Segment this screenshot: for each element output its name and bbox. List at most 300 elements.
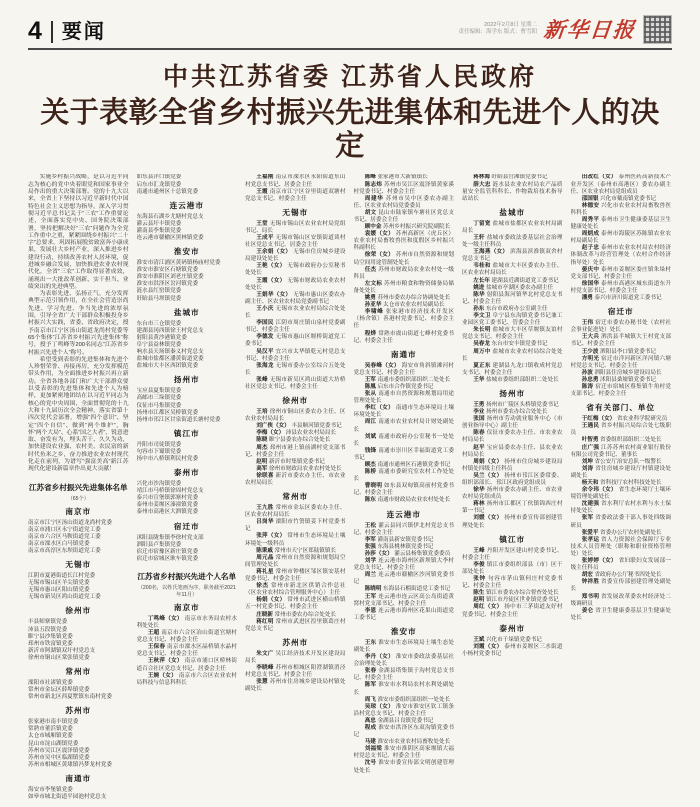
person-entry: 于红梅（女） 省农业科学院研究员 [581,416,668,423]
person-entry: 刘广侠（女） 丰县顺河镇党委书记 [256,423,342,430]
person-name: 周杰 [256,444,268,451]
person-entry: 李恩 连云港市海州区花果山街道党工委书记 [353,607,454,621]
section-block [28,19,106,44]
person-entry: 吴兰（女） 扬州市邗江区委常委、组织部部长、邗江区政府党组成员 [462,472,563,486]
person-entry: 陈生 镇江市委农办综合督查处处长 [473,590,559,597]
person-entry: 吴春峰（女） 海安市角斜镇滩河村党总支书记、村委会主任 [353,362,454,376]
person-name: 余令玮（女） [581,487,617,494]
city-heading: 连云港市 [169,200,204,210]
person-entry: 周江 南通市农业农村局计财处副处长 [353,419,454,433]
person-entry: 刘斌 南通市政府办公室秘书一处处长 [353,433,454,447]
person-name: 王海燕（女） [473,249,509,256]
person-entry: 胡宏 省政府办公厅秘书四处处长 [581,572,662,579]
city-heading: 无锡市 [65,560,92,570]
person-name: 周兰 [364,572,377,579]
person-entry: 陈桥 南通市委研究室农村工作处处长 [353,469,454,483]
person-name: 刘霞（女） [473,643,503,650]
city-heading: 苏州市 [282,637,309,647]
person-name: 沈建强 [581,501,600,508]
person-name: 徐荣（女） [364,252,394,259]
person-name: 袁媛（女） [364,231,394,238]
person-entry: 周万中 盐城市农业农村局综合处处长 [462,348,563,362]
person-entry: 王少波 泗阳县李口镇党委书记 [581,348,656,355]
person-name: 郑书明 [581,593,600,600]
person-entry: 邵国银 兴化市戴南镇党委书记 [581,195,656,202]
person-entry: 朱文广 吴江经济技术开发区建设局局长 [245,650,346,664]
list-item: 东台市三仓镇党委 [136,320,182,327]
person-entry: 李军 灌南县新安镇党委书记 [364,536,434,543]
person-entry: 朱长明 盐城市大丰区草堰镇友谊村党总支书记、村委会主任 [462,327,563,341]
person-entry: 陈凰 启东市合作镇党委书记 [364,383,434,390]
person-entry: 周兰 连云港市赣榆区沙河镇党委书记 [353,572,454,586]
person-entry: 沈建强 省水利厅农村水利与水土保持处处长 [570,501,671,515]
list-item: 高邮市三垛镇党委 [136,395,182,402]
list-item: 无锡市新吴区鸿山街道党工委 [28,594,101,601]
person-name: 赵明 [473,597,485,604]
person-entry: 赵平 宝应县委农办主任、县农业农村局局长 [462,444,563,458]
list-item: 张家港市南丰镇党委 [28,719,79,726]
person-entry: 程成 淮安市洪泽区东双沟镇党委书记 [353,725,454,739]
list-item: 苏州市吴江区震泽镇党委 [28,747,90,754]
person-name: 刘媛（女） [473,515,503,522]
person-entry: 周娟（女） 扬州市住房城乡建设局村镇处四级主任科员 [462,458,563,472]
person-name: 林德安 [581,202,600,209]
person-name: 姚进 [473,284,485,291]
person-name: 张爱平 [581,529,599,536]
person-name: 蒋礼星 [256,568,274,575]
city-heading: 淮安市 [390,626,417,636]
person-name: 王娟华（女） [256,291,292,298]
person-name: 刘涛 [581,465,594,472]
list-item: 南京市六合区马鞍街道党工委 [28,533,101,540]
person-entry: 徐杰 常州市新北区供销合作总社（区农业农村综合管理服务中心）主任 [245,583,346,597]
list-item: 睢宁县沙集镇党委 [28,633,73,640]
person-name: 陈桥 [364,469,377,476]
person-entry: 王军 南通市委组织部组织二处处长 [364,376,451,383]
list-item: 阜宁县益林镇党委 [136,341,182,348]
person-name: 张萍（女） [256,533,286,540]
person-entry: 刘涛 省住房城乡建设厅村镇建设处副处长 [570,465,671,479]
person-name: 孙忠勇 [581,376,599,383]
list-item: 泰州市高港区大泗镇党委 [136,509,199,516]
person-entry: 庄广强 江苏苏州农村商业银行股份有限公司党委书记、董事长 [570,444,671,458]
list-item: 新沂市阿湖镇双圩村党总支 [28,647,96,654]
city-heading: 南通市 [390,349,417,359]
list-item: 如皋市城北街道平园池村党总支 [28,794,107,801]
list-item: 扬中市八桥镇利民村党委 [136,455,199,462]
list-item: 射阳县黄沙港镇党委 [136,334,187,341]
person-entry: 马建 淮安市农业农村局畜牧处处长 [364,739,451,746]
city-heading: 泰州市 [173,468,200,478]
list-item: 靖江市马桥镇徐周村党总支 [136,488,204,495]
person-entry: 李丹（女） 淮安市委政法委基层社会治理处处长 [353,654,454,668]
person-name: 于红梅（女） [581,416,616,423]
person-name: 吴春龙 [473,341,490,348]
person-entry: 晏庆中 泰州市姜堰区娄庄镇朱垛村党支部书记、村委会主任 [570,266,671,280]
list-item: 泗阳县卢集镇党委 [136,541,182,548]
city-heading: 无锡市 [282,207,309,217]
person-entry: 钱锋 南通市崇川区幸福街道党工委书记 [353,447,454,461]
city-heading: 南通市 [65,773,92,783]
person-name: 吕岗华 [256,519,274,526]
person-name: 刘坤 [581,458,593,465]
person-name: 王霞 [256,188,268,195]
header-divider [51,21,53,43]
person-name: 胡宏 [581,572,593,579]
list-item: 丹阳市司徒镇党委 [136,441,182,448]
person-entry: 徐国华 泰州市高港区城东街道东升村党支部书记、村委会主任 [570,280,671,294]
headline-line1: 中共江苏省委 江苏省人民政府 [163,63,537,91]
person-name: 张钟 [473,576,486,583]
person-name: 潘勇 [581,295,593,302]
person-name: 陈志炜 [364,181,383,188]
list-item: 南通市通州区十总镇党委 [136,188,199,195]
person-entry: 程烨 常熟市虞山街道七峰村党委书记、村委会主任 [353,330,454,344]
text-column [245,174,346,807]
person-name: 蒋林海 [473,174,490,181]
person-entry: 刘媛（女） 扬州市委宣传部创建管理处处长 [462,515,563,529]
person-name: 王伟 [581,320,594,327]
person-entry: 余令玮（女） 省生态环境厅土壤环境管理处副处长 [570,487,671,501]
person-entry: 王勇 扬州市广陵区头桥镇党委书记 [473,401,559,408]
person-name: 王东 [364,639,377,646]
person-name: 徐华 [473,487,485,494]
person-entry: 田改红（女） 泰州医药高新技术产业开发区（泰州市高港区）委农办副主任、区农业农村局党组成员 [570,174,671,195]
person-name: 王松 [364,522,377,529]
person-name: 李啸峰 [364,309,384,316]
person-entry: 王霞（女） 无锡市财政局农业农村处处长 [245,277,346,291]
person-entry: 孙亚华 太仓市农业农村局副局长 [364,302,445,309]
person-name: 杨娟（女） [256,597,286,604]
person-entry: 吴汉平 宜兴市太华镇乾元村党总支书记、村委会主任 [245,348,346,362]
person-entry: 袁媛（女） 苏州高新区（虎丘区）农业农村局畜牧兽医和度假区乡村振兴科副科长 [353,231,454,252]
person-name: 左文标 [364,280,383,287]
person-entry: 姜仑 省卫生健康委基层卫生健康处处长 [570,607,671,621]
person-name: 晏庆中 [581,266,600,273]
person-entry: 陈东 南通市财政局农业农村处处长 [364,497,451,504]
person-name: 陈晓 [256,437,268,444]
list-item: 宿迁市宿城区耿车镇党委 [136,555,199,562]
person-entry: 李红（女） 南通市生态环境局土壤环境处处长 [353,405,454,419]
list-item: 东海县石湖乡尤塘村党总支 [136,213,204,220]
person-entry: 王艳（女） 无锡市政府办公室秘书处处长 [245,263,346,277]
person-entry: 王余娟（女） 无锡市住房城乡建设局建设处处长 [245,249,346,263]
list-item: 无锡市惠山区阳山镇党委 [28,587,90,594]
person-entry: 李晓峰 苏州市相城区阳澄湖镇消泾村党总支书记、村委会主任 [245,664,346,679]
person-name: 顾中金 [364,224,382,231]
person-name: 李俊 [473,561,485,568]
person-name: 张慧 [256,679,268,686]
list-item: 常州市新北区西夏墅镇东南村党委 [28,694,112,701]
text-column [28,174,129,807]
person-entry: 姚进 盐城市亭湖区委农办副主任 [473,284,554,291]
person-entry: 李啸峰 张家港市经济技术开发区（杨舍镇）善港村党委书记、村委会主任 [353,309,454,330]
person-entry: 丁鸣峰（女） 南京市水务局农村水利处处长 [136,615,237,629]
person-name: 王小庆 [256,305,274,312]
person-entry: 薛大忠 涟水县农业农村局农产品质量安全监管科科长、作物栽培技术指导站站长 [462,181,563,202]
city-heading: 镇江市 [173,428,200,438]
city-heading: 常州市 [65,667,92,677]
list-item: 江阴市夏港街道长江村党委 [28,573,96,580]
person-name: 王斌 [473,636,485,643]
person-name: 王福刚 [256,174,274,181]
person-entry: 王东 淮安市生态环境局土壤生态处副处长 [353,639,454,653]
person-entry: 周秀平 泰州市卫生健康委基层卫生健康处处长 [570,217,671,231]
list-title: 江苏省乡村振兴先进个人名单 [137,571,237,581]
list-item: 沛县五段镇党委 [28,626,68,633]
list-item: 海安市李堡镇党委 [28,786,73,793]
person-name: 陈晓明 [364,586,382,593]
person-name: 沈号 [364,760,377,767]
person-entry: 徐联喜 新沂市委农办主任、市农业农村局局长 [245,472,346,486]
person-entry: 刘坤 省公安厅治安总队一级警长 [581,458,662,465]
list-note: （65个） [67,495,89,502]
person-name: 张军 [581,515,594,522]
list-item: 盐城市盐都区潘黄街道党委 [136,356,204,363]
list-item: 沭阳县陇集镇李徐村党支部 [136,534,204,541]
person-entry: 周飞 淮安市委组织部组织一处处长 [364,696,451,703]
text-column [354,174,455,807]
person-entry: 顾杰 南通市通州区石港镇党委书记 [364,462,451,468]
list-item: 灌云县圩丰镇党委 [136,220,182,227]
person-entry: 左长年 建湖县近湖街道党工委书记 [473,277,559,284]
list-item: 泰兴市宣堡镇郭寨村党委 [136,495,199,502]
person-name: 王九胜 [256,505,274,512]
person-entry: 张钟 句容市茅山镇何庄村党委书记、村委会主任 [462,576,563,590]
list-item: 昆山市淀山湖镇党委 [28,740,79,747]
person-entry: 王轩 盐城市委政法委基层社会治理处一级主任科员 [462,235,563,249]
person-name: 陈军 [364,682,377,689]
city-heading: 徐州市 [65,606,92,616]
person-entry: 陈峰 张家港市大新镇镇长 [364,174,428,181]
list-item: 连云港市赣榆区黑林镇党委 [136,235,204,241]
list-item: 南京市溧水区白马镇党委 [28,540,90,547]
person-entry: 陈晓明 东海县石榴街道党工委书记 [364,586,451,593]
person-name: 周元晶 [256,554,274,561]
person-name: 刘斌 [364,433,377,440]
person-name: 王秋萍（女） [147,658,183,665]
list-item: 无锡市锡山区羊尖镇党委 [28,580,90,587]
person-entry: 孙波 泗阳县住房城乡建设局局长 [581,369,662,376]
person-name: 蒋红明 [256,618,274,625]
person-entry: 王斌 兴化市千垛镇党委书记 [473,636,542,643]
person-entry: 王松 灌云县同兴镇伊北村党总支书记、村委会主任 [353,522,454,536]
person-name: 陈东 [364,497,376,504]
person-name: 王余娟（女） [256,249,292,256]
person-entry: 叶智勇 省委组织部组织二处处长 [581,437,662,444]
text-column [137,174,238,807]
person-name: 邵国银 [581,195,599,202]
person-name: 王艳（女） [256,263,286,270]
person-entry: 王霞 南京市江宁区谷里街道双塘村党总支书记、村委会主任 [245,188,346,202]
person-entry: 周建华 苏州市吴中区委农办副主任、区农业农村局党委委员 [353,195,454,209]
person-entry: 杨天和 省科技厅农村科技处处长 [581,480,662,486]
person-entry: 张慧 苏州市住房城乡建设局村镇处副处长 [245,679,346,693]
person-name: 李业 [473,409,485,416]
person-entry: 赵明 新沂市时集镇党委书记 [256,458,325,465]
person-entry: 陈军 淮安市水利局农村水利处副处长 [353,682,454,696]
person-entry: 王超 南京市六合区冶山街道官塘村党总支书记、村委会主任 [136,630,237,644]
person-entry: 刘学 连云港市海州区新坝镇大李村党总支书记、村委会主任 [353,558,454,572]
person-entry: 刘霞（女） 泰州市姜堰区三水街道小杨村党委书记 [462,643,563,657]
list-title: 江苏省乡村振兴先进集体名单 [28,482,128,492]
person-name: 姚勇 [364,295,376,302]
person-name: 蒋林 [473,501,485,508]
city-heading: 南京市 [65,506,92,516]
list-item: 扬州市邗江区甘泉街道长塘村党委 [136,416,221,423]
person-entry: 蒋林海 盱眙县官滩镇党委书记 [473,174,548,181]
newspaper-logo: 新华日报 [542,17,638,42]
person-name: 叶智勇 [581,437,599,444]
person-name: 王婉（女） [147,672,177,679]
person-entry: 方明光 宿迁市洋河新区洋河镇六塘村党总支书记、村委会主任 [570,355,671,369]
list-item: 启东市汇龙镇党委 [136,181,182,188]
masthead-block [458,14,672,44]
person-name: 赵明 [256,458,268,465]
person-name: 张婷婷（女） [581,558,617,565]
person-name: 张孝运 [581,536,600,543]
person-name: 吴琼（女） [364,703,394,710]
person-name: 朱文广 [256,650,274,657]
person-name: 姜仑 [581,607,594,614]
person-name: 赵平 [473,444,485,451]
list-item: 太仓市城厢镇党委 [28,733,73,740]
person-entry: 王娟华（女） 无锡市惠山区委农办副主任、区农业农村局党委副书记 [245,291,346,305]
person-entry: 王华 盐城市委组织部组织二处处长 [473,376,559,383]
list-item: 宝应县夏集镇党委 [136,388,182,395]
list-item: 宿迁市宿豫区新庄镇党委 [136,548,199,555]
person-name: 赵子忠 [581,245,600,252]
list-item: 盐城市大丰区西团镇党委 [136,363,199,370]
text-column [462,174,563,807]
person-name: 刘学 [364,558,377,565]
list-item: 南京市江宁区汤山街道龙尚村党委 [28,519,112,526]
list-item: 常熟市董浜镇党委 [28,726,73,733]
person-name: 周炳成 [581,231,600,238]
paragraph: 希望受到表彰的先进集体和先进个人珍惜荣誉、再接再厉，充分发挥模范带头作用，为全面推进乡村振兴再立新功。全省各地各部门和广大干部群众要以受表彰的先进集体和先进个人为榜样，更加紧密地团结在以习近平同志为核心的党中央周围，全面贯彻党的十九大和十九届历次全会精神，落实省第十四次党代会部署，增强“四个意识”、坚定“四个自信”、做到“两个维护”，胸怀“两个大局”、心系“国之大者”，锐意进取、奋发有为，埋头苦干、久久为功，加快建设农业强、农村美、农民富的新时代鱼米之乡，奋力推进农业农村现代化走在前列，为谱写“强富美高”新江苏现代化建设新篇章作出更大贡献！ [28,356,129,473]
person-name: 周飞 [364,696,376,703]
person-entry: 徐华 扬州市委农办副主任、市农业农村局党组成员 [462,487,563,501]
person-name: 王超 [147,630,160,637]
list-item: 泰州市姜堰区溱潼镇党委 [136,502,199,509]
person-name: 丁鸣峰（女） [147,615,183,622]
person-name: 胡文 [364,209,377,216]
person-entry: 王大兵 泗洪县半城镇大王村党支部书记、村委会主任 [570,334,671,348]
list-item: 邳州市铁富镇党委 [28,640,73,647]
list-item: 淮安市清江浦区黄码镇杨庙村党委 [136,260,221,267]
person-name: 王堂 [256,220,268,227]
person-entry: 左文标 苏州市粮食和物资储备局储备处处长 [353,280,454,294]
person-entry: 姚勇 苏州市委农办综合协调处处长 [364,295,451,302]
main-headline [28,63,672,163]
city-heading: 扬州市 [173,375,200,385]
person-name: 钟祥胜 [581,579,600,586]
person-entry: 胡文 昆山市陆家镇车塘社区党总支书记、居委会主任 [353,209,454,223]
list-item: 常州市金坛区薛埠镇党委 [28,687,90,694]
person-name: 陈华 [473,291,485,298]
person-entry: 王九胜 常州市金坛区委农办主任、区农业农村局局长 [245,505,346,519]
person-name: 王大兵 [581,334,600,341]
person-entry: 李德发 无锡市惠山区堰桥街道党工委书记 [245,334,346,348]
list-item: 南京市高淳区东坝街道党工委 [28,547,101,554]
list-item: 淮安市淮阴区刘老庄镇党委 [136,274,204,281]
city-heading: 苏州市 [65,706,92,716]
person-name: 孙东 [473,305,485,312]
person-entry: 蒋红明 常州市武进区湟里镇葛庄村党总支书记 [245,618,346,632]
city-heading: 镇江市 [499,534,526,544]
person-entry: 周炳成 泰州市海陵区苏陈镇农业农村局副局长 [570,231,671,245]
person-name: 周万中 [473,348,491,355]
page-header [28,8,672,50]
list-item: 仪征市马集镇党委 [136,402,182,409]
person-entry: 孙东 东台市政府办公室副主任 [473,305,548,312]
person-name: 王轩 [473,235,485,241]
list-item: 兴化市沙沟镇党委 [136,481,182,488]
person-entry: 吴春龙 东台市安丰镇党委书记 [473,341,548,348]
person-name: 吴汉平 [256,348,274,355]
person-entry: 周杰 邳州市港上镇前湖村党支部书记、村委会主任 [245,444,346,458]
paragraph: 为表彰先进、弘扬正气，充分发挥典型示范引领作用，在全社会营造崇尚先进、学习先进、争当先进的浓厚氛围，引导全省广大干部群众积极投身乡村振兴大实践，省委、省政府决定，授予南京市江宁区汤山街道龙尚村党委等65个集体“江苏省乡村振兴先进集体”称号，授予丁鸣峰等200名同志“江苏省乡村振兴先进个人”称号。 [28,291,129,356]
person-name: 张从 [364,391,377,398]
person-name: 陈凰 [364,383,376,390]
person-entry: 赵明 镇江市丹徒区世业镇党委书记 [473,597,559,604]
person-name: 李红（女） [364,405,394,412]
person-name: 王军 [364,376,376,383]
list-item: 淮安市洪泽区岔河镇党委 [136,281,199,288]
columns [28,174,672,807]
person-name: 韦桂和 [473,263,491,270]
person-name: 吴春峰（女） [364,362,400,369]
list-item: 徐州市铜山区棠张镇党委 [28,654,90,661]
person-entry: 高忠 金湖县吕良镇党委书记 [364,717,434,724]
person-entry: 陈华 射阳县海河镇华北村党总支书记、村委会主任 [462,291,563,305]
person-entry: 王婉（女） 南京市六合区农业农村局科技与信息科科长 [136,672,237,686]
person-name: 李晓峰 [256,664,274,671]
person-name: 张峰 [256,376,268,383]
person-entry: 周元晶 常州市自然资源和规划局空间管理处处长 [245,554,346,568]
list-item: 涟水县红窑镇党委 [136,288,182,295]
person-entry: 孙忠勇 沭阳县桑墟镇党委书记 [581,376,656,383]
person-entry: 杨娟（女） 常州市武进区横山桥镇五一村党委书记、村委会主任 [245,597,346,611]
person-entry: 陈涛 宿迁市宿城区蔡集镇牛角村党支部书记、村委会主任 [570,383,671,398]
person-entry: 潘勇 泰兴市济川街道党工委书记 [581,295,662,302]
person-name: 周建华 [364,195,384,202]
person-entry: 陈春 仪征市委农办主任、市农业农村局局长 [462,430,563,444]
person-entry: 刘福梁 淮安市淮阴区高家堰镇大福村党总支书记、村委会主任 [353,746,454,760]
list-item: 扬州市江都区吴桥镇党委 [136,409,199,416]
person-name: 陈生 [473,590,485,597]
person-name: 王峰 [473,547,485,554]
list-item: 灌南县李集镇党委 [136,227,182,234]
list-item: 建湖县冈西镇徐王村党总支 [136,327,204,334]
person-name: 周红（女） [473,604,503,611]
city-heading: 徐州市 [282,396,309,406]
person-name: 薛大忠 [473,181,491,188]
person-entry: 王培 徐州市铜山区委农办主任、区农业农村局局长 [245,409,346,423]
city-heading: 泰州市 [499,623,526,633]
headline-line2: 关于表彰全省乡村振兴先进集体和先进个人的决定 [40,96,660,163]
person-entry: 陈秉戚 常州市天宁区郑陆镇镇长 [256,547,337,554]
person-name: 左长年 [473,277,490,284]
person-entry: 赵子忠 泰州市农业农村局农村经济体制改革与经营管理处（农村合作经济指导处）处长 [570,245,671,266]
person-name: 夏正东 [473,362,491,369]
person-entry: 张国 扬州市劳动就业服务中心（市创业指导中心）副主任 [462,416,563,430]
person-name: 顾杰 [364,462,376,468]
person-name: 陈峰 [364,174,376,181]
person-name: 朱长明 [473,327,491,334]
person-entry: 张峰 无锡市新吴区鸿山街道大坊桥社区党总支书记、村委会主任 [245,376,346,390]
person-entry: 王堂 无锡市锡山区农业农村局党组书记、局长 [245,220,346,234]
